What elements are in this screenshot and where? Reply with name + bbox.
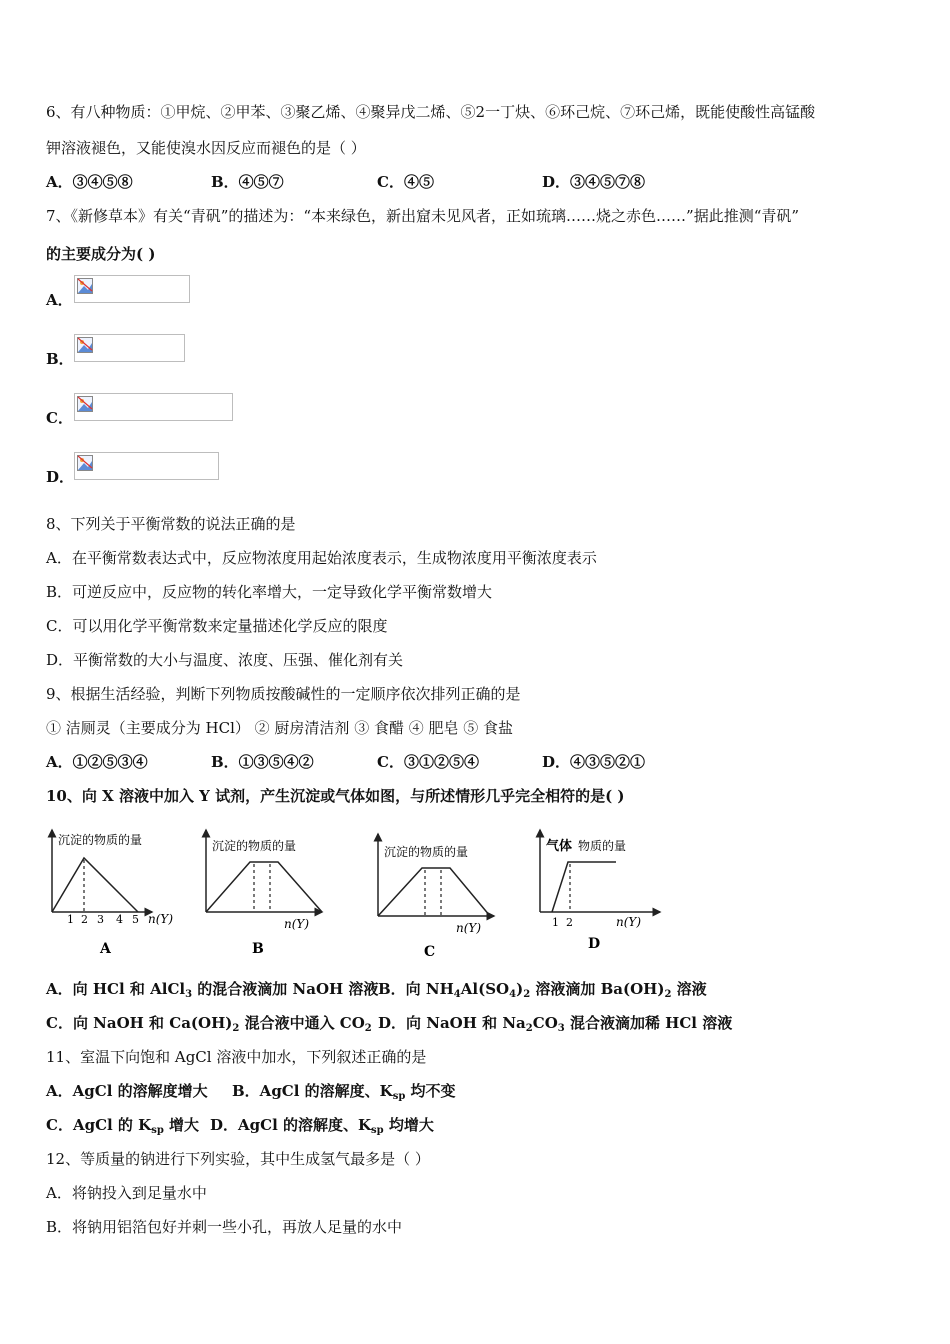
- q12-option-b: B．将钠用铝箔包好并刺一些小孔，再放人足量的水中: [46, 1218, 403, 1236]
- graph-a-curve: [52, 858, 138, 912]
- graph-b-ylabel: 沉淀的物质的量: [212, 839, 297, 853]
- q10-option-a: [46, 979, 378, 999]
- q10-option-d-mid: CO: [532, 1014, 558, 1032]
- graph-a: [52, 830, 173, 957]
- graph-b-curve: [206, 862, 322, 912]
- q11-option-a: A．AgCl 的溶解度增大: [46, 1082, 208, 1100]
- q7-option-d-image: [74, 452, 219, 480]
- q10-option-a-sub: 3: [185, 989, 193, 1000]
- q10-option-d-sub1: 2: [525, 1023, 533, 1034]
- q10-option-b-sub4: 2: [664, 989, 672, 1000]
- graph-d-tick-2: 2: [566, 916, 573, 929]
- q6-option-b: B．④⑤⑦: [211, 173, 284, 191]
- q7-option-c: C．: [46, 409, 73, 427]
- q10-option-a-post: 的混合液滴加 NaOH 溶液: [192, 980, 379, 998]
- q10-option-b: [378, 979, 707, 999]
- q11-option-d: [210, 1115, 434, 1135]
- q9-option-c: C．③①②⑤④: [377, 753, 479, 771]
- graph-a-tick-3: 3: [97, 913, 104, 926]
- q7-option-a: A．: [46, 291, 73, 309]
- q10-option-b-mid: Al(SO: [460, 980, 510, 998]
- graph-c-xlabel: n(Y): [456, 921, 482, 935]
- q11-option-c-post: 增大: [163, 1116, 200, 1134]
- q11-stem: 11、室温下向饱和 AgCl 溶液中加水，下列叙述正确的是: [46, 1048, 427, 1066]
- q7-stem-line1: 7、《新修草本》有关“青矾”的描述为：“本来绿色，新出窟未见风者，正如琉璃……烧之赤色……”据此推测“青矾”: [46, 207, 800, 225]
- broken-image-icon: [77, 396, 93, 412]
- q8-stem: 8、下列关于平衡常数的说法正确的是: [46, 515, 296, 533]
- q11-option-b: [232, 1081, 456, 1101]
- q11-option-c-pre: C．AgCl 的 K: [46, 1116, 152, 1134]
- q7-option-a-image: [74, 275, 190, 303]
- q12-option-a: A．将钠投入到足量水中: [46, 1184, 207, 1202]
- q9-option-b: B．①③⑤④②: [211, 753, 314, 771]
- graph-b: [206, 830, 322, 957]
- graph-d-ylabel: 物质的量: [578, 839, 627, 853]
- q11-option-c-sub: sp: [151, 1125, 164, 1136]
- graph-d-letter: D: [588, 936, 601, 952]
- q8-option-c: C．可以用化学平衡常数来定量描述化学反应的限度: [46, 617, 388, 635]
- q11-option-b-pre: B．AgCl 的溶解度、K: [232, 1082, 393, 1100]
- q9-option-d: D．④③⑤②①: [542, 753, 646, 771]
- graph-c-letter: C: [424, 944, 436, 960]
- q10-option-c-sub2: 2: [364, 1023, 372, 1034]
- graph-d-tick-1: 1: [552, 916, 559, 929]
- graph-c-ylabel: 沉淀的物质的量: [384, 845, 469, 859]
- q10-option-b-sub1: 4: [453, 989, 461, 1000]
- graph-d: [540, 830, 660, 952]
- q6-stem-line1: 6、有八种物质：①甲烷、②甲苯、③聚乙烯、④聚异戊二烯、⑤2一丁炔、⑥环己烷、⑦环己烯，既能使酸性高锰酸: [46, 103, 816, 121]
- graph-d-ylabel-bold: 气体: [546, 839, 573, 854]
- q10-option-b-pre: B．向 NH: [378, 980, 454, 998]
- q11-option-b-sub: sp: [392, 1091, 406, 1102]
- q6-option-c: C．④⑤: [377, 173, 434, 191]
- q10-option-b-mid2: ): [516, 980, 524, 998]
- graph-a-ylabel: 沉淀的物质的量: [58, 833, 143, 847]
- graph-b-xlabel: n(Y): [284, 917, 310, 931]
- q8-option-d: D．平衡常数的大小与温度、浓度、压强、催化剂有关: [46, 651, 404, 669]
- q8-option-a: A．在平衡常数表达式中，反应物浓度用起始浓度表示，生成物浓度用平衡浓度表示: [46, 549, 597, 567]
- graph-b-letter: B: [252, 941, 264, 957]
- q9-stem: 9、根据生活经验，判断下列物质按酸碱性的一定顺序依次排列正确的是: [46, 685, 521, 703]
- q10-option-b-mid3: 溶液滴加 Ba(OH): [530, 980, 665, 998]
- q10-option-d-post: 混合液滴加稀 HCl 溶液: [564, 1014, 733, 1032]
- graph-d-xlabel: n(Y): [616, 915, 642, 929]
- q9-items: ① 洁厕灵（主要成分为 HCl） ② 厨房清洁剂 ③ 食醋 ④ 肥皂 ⑤ 食盐: [46, 719, 514, 737]
- graph-a-xlabel: n(Y): [148, 912, 174, 926]
- q11-option-d-post: 均增大: [383, 1116, 434, 1134]
- q12-stem: 12、等质量的钠进行下列实验，其中生成氢气最多是（ ）: [46, 1150, 430, 1168]
- q10-option-b-sub2: 4: [509, 989, 517, 1000]
- q10-option-c-pre: C．向 NaOH 和 Ca(OH): [46, 1014, 233, 1032]
- q10-option-c: [46, 1013, 372, 1033]
- graph-a-tick-4: 4: [116, 913, 123, 926]
- q10-option-c-sub1: 2: [232, 1023, 240, 1034]
- graph-a-letter: A: [100, 941, 111, 957]
- q9-option-a: A．①②⑤③④: [46, 753, 148, 771]
- q10-option-b-post: 溶液: [671, 980, 707, 998]
- graph-a-tick-1: 1: [67, 913, 74, 926]
- q10-option-d: [378, 1013, 732, 1033]
- broken-image-icon: [77, 455, 93, 471]
- graph-a-tick-2: 2: [81, 913, 88, 926]
- q10-option-d-pre: D．向 NaOH 和 Na: [378, 1014, 526, 1032]
- q10-option-c-mid: 混合液中通入 CO: [239, 1014, 365, 1032]
- q10-option-a-pre: A．向 HCl 和 AlCl: [46, 980, 186, 998]
- q10-option-d-sub2: 3: [557, 1023, 565, 1034]
- q6-stem-line2: 钾溶液褪色，又能使溴水因反应而褪色的是（ ）: [46, 139, 366, 157]
- q8-option-b: B．可逆反应中，反应物的转化率增大，一定导致化学平衡常数增大: [46, 583, 493, 601]
- graph-d-curve: [552, 862, 616, 912]
- q6-option-d: D．③④⑤⑦⑧: [542, 173, 646, 191]
- q11-option-c: [46, 1115, 199, 1135]
- broken-image-icon: [77, 337, 93, 353]
- q11-option-d-pre: D．AgCl 的溶解度、K: [210, 1116, 372, 1134]
- graph-c-curve: [378, 868, 490, 916]
- q10-stem: 10、向 X 溶液中加入 Y 试剂，产生沉淀或气体如图，与所述情形几乎完全相符的是( ): [46, 787, 625, 805]
- q6-option-a: A．③④⑤⑧: [46, 173, 133, 191]
- q7-option-b-image: [74, 334, 185, 362]
- graph-a-tick-5: 5: [132, 913, 139, 926]
- q7-stem-line2: 的主要成分为( ): [46, 245, 156, 263]
- broken-image-icon: [77, 278, 93, 294]
- q11-option-b-post: 均不变: [405, 1082, 456, 1100]
- q7-option-c-image: [74, 393, 233, 421]
- q7-option-d: D．: [46, 468, 75, 486]
- q11-option-d-sub: sp: [371, 1125, 384, 1136]
- q7-option-b: B．: [46, 350, 74, 368]
- q10-option-b-sub3: 2: [523, 989, 531, 1000]
- graph-c: [378, 834, 494, 960]
- q10-graphs: [40, 820, 680, 962]
